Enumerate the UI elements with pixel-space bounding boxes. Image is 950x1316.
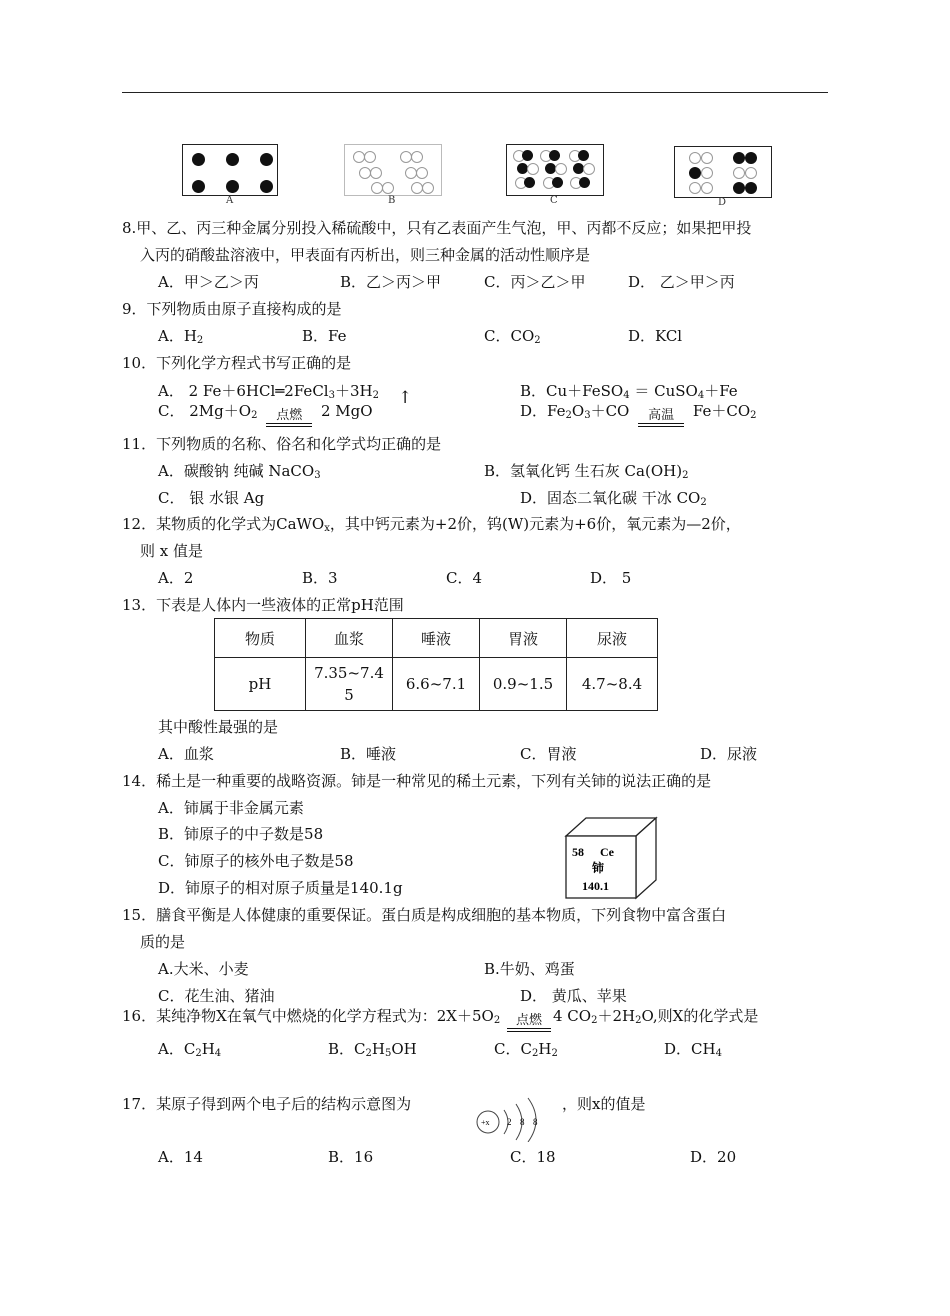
- q12-option-a: A．2: [158, 569, 194, 587]
- particle: [733, 167, 745, 179]
- q10-option-a: A． 2 $Fe+6HCl═2FeCl_3+3H_2$: [158, 382, 379, 401]
- q8-option-a: A．甲＞乙＞丙: [158, 273, 259, 291]
- particle: [226, 180, 239, 193]
- q9-option-a: A．$H_2$: [158, 327, 204, 346]
- particle: [411, 151, 423, 163]
- q11-stem: 11．下列物质的名称、俗名和化学式均正确的是: [122, 435, 442, 453]
- q10-option-c: C． $2Mg+O_2$ 点燃 2 MgO: [158, 400, 373, 427]
- q8-stem-line2: 入丙的硝酸盐溶液中，甲表面有丙析出，则三种金属的活动性顺序是: [140, 246, 591, 264]
- particle: [689, 152, 701, 164]
- q9-stem: 9．下列物质由原子直接构成的是: [122, 300, 342, 318]
- figure-label-b: B: [388, 195, 396, 206]
- q13-tail: 其中酸性最强的是: [158, 718, 279, 736]
- q17-option-a: A．14: [158, 1148, 203, 1166]
- q9-option-d: D．KCl: [628, 327, 683, 345]
- nucleus-charge: +x: [481, 1118, 490, 1127]
- reaction-condition: 点燃: [507, 1014, 551, 1032]
- particle: [192, 180, 205, 193]
- atomic-structure-diagram: [474, 1092, 564, 1142]
- particle-box-c: [506, 144, 604, 196]
- particle: [422, 182, 434, 194]
- particle: [549, 150, 560, 161]
- q15-option-c: C．花生油、猪油: [158, 987, 275, 1005]
- q11-option-a: A．碳酸钠 纯碱 NaCO$_3$: [158, 462, 321, 481]
- header-rule: [122, 92, 828, 93]
- q12-option-c: C．4: [446, 569, 483, 587]
- particle: [416, 167, 428, 179]
- reaction-condition: 高温: [638, 409, 684, 427]
- particle: [578, 150, 589, 161]
- q16-option-d: D．$CH_4$: [664, 1040, 722, 1059]
- particle: [555, 163, 567, 175]
- particle: [527, 163, 539, 175]
- particle: [260, 153, 273, 166]
- q17-stem-tail: ，则x的值是: [562, 1095, 646, 1113]
- q13-stem: 13．下表是人体内一些液体的正常pH范围: [122, 596, 404, 614]
- q11-option-b: B．氢氧化钙 生石灰 $Ca(OH)_2$: [484, 462, 689, 481]
- table-header-cell: 尿液: [567, 619, 658, 658]
- table-cell: 7.35~7.4 5: [306, 658, 393, 711]
- q15-option-d: D． 黄瓜、苹果: [520, 987, 627, 1005]
- particle: [701, 152, 713, 164]
- q12-option-b: B．3: [302, 569, 338, 587]
- reaction-condition: 点燃: [266, 409, 312, 427]
- q13-option-c: C．胃液: [520, 745, 577, 763]
- particle-box-d: [674, 146, 772, 198]
- q10-option-d: D．$Fe_2O_3+CO$ 高温 $Fe+CO_2$: [520, 400, 757, 427]
- q9-option-b: B．Fe: [302, 327, 347, 345]
- table-cell: 4.7~8.4: [567, 658, 658, 711]
- q13-option-b: B．唾液: [340, 745, 397, 763]
- particle: [260, 180, 273, 193]
- q13-option-a: A．血浆: [158, 745, 214, 763]
- q16-stem: 16．某纯净物X在氧气中燃烧的化学方程式为：$2X+5O_2$ 点燃 4 $CO_2+2H_2O$,则X的化学式是: [122, 1005, 758, 1032]
- q12-stem-line2: 则 x 值是: [140, 542, 203, 560]
- q8-option-d: D． 乙＞甲＞丙: [628, 273, 735, 291]
- cube-name: 铈: [592, 861, 605, 875]
- particle-box-a: [182, 144, 278, 196]
- shell-electrons: 8: [533, 1117, 538, 1127]
- particle: [522, 150, 533, 161]
- q14-stem: 14．稀土是一种重要的战略资源。铈是一种常见的稀土元素，下列有关铈的说法正确的是: [122, 772, 712, 790]
- particle: [745, 152, 757, 164]
- table-header-cell: 血浆: [306, 619, 393, 658]
- q11-option-c: C． 银 水银 Ag: [158, 489, 265, 507]
- q15-option-a: A.大米、小麦: [158, 960, 249, 978]
- q12-option-d: D． 5: [590, 569, 632, 587]
- q17-stem: 17．某原子得到两个电子后的结构示意图为: [122, 1095, 412, 1113]
- cube-atomic-number: 58: [572, 845, 584, 859]
- particle: [552, 177, 563, 188]
- q17-option-d: D．20: [690, 1148, 737, 1166]
- figure-label-a: A: [226, 195, 234, 206]
- shell-electrons: 2: [507, 1117, 512, 1127]
- q9-option-c: C．$CO_2$: [484, 327, 541, 346]
- q8-option-b: B．乙＞丙＞甲: [340, 273, 442, 291]
- q14-option-c: C．铈原子的核外电子数是58: [158, 852, 354, 870]
- particle: [524, 177, 535, 188]
- shell-electrons: 8: [520, 1117, 525, 1127]
- particle: [701, 167, 713, 179]
- q15-option-b: B.牛奶、鸡蛋: [484, 960, 575, 978]
- table-header-row: [215, 619, 658, 658]
- table-row: [215, 658, 658, 711]
- particle: [370, 167, 382, 179]
- particle: [689, 182, 701, 194]
- particle: [192, 153, 205, 166]
- particle: [226, 153, 239, 166]
- table-cell: pH: [215, 658, 306, 711]
- table-cell: 0.9~1.5: [480, 658, 567, 711]
- q8-stem-line1: 8.甲、乙、丙三种金属分别投入稀硫酸中，只有乙表面产生气泡，甲、丙都不反应；如果把甲投: [122, 219, 752, 237]
- particle: [579, 177, 590, 188]
- particle: [745, 167, 757, 179]
- figure-label-d: D: [718, 197, 727, 208]
- figure-label-c: C: [550, 195, 558, 206]
- particle: [745, 182, 757, 194]
- particle: [733, 182, 745, 194]
- q17-option-c: C．18: [510, 1148, 556, 1166]
- table-header-cell: 唾液: [393, 619, 480, 658]
- q17-option-b: B．16: [328, 1148, 374, 1166]
- q14-option-a: A．铈属于非金属元素: [158, 799, 304, 817]
- q14-option-d: D．铈原子的相对原子质量是140.1g: [158, 879, 403, 897]
- q15-stem-line2: 质的是: [140, 933, 186, 951]
- q16-option-c: C．$C_2H_2$: [494, 1040, 558, 1059]
- particle: [733, 152, 745, 164]
- particle: [701, 182, 713, 194]
- particle: [382, 182, 394, 194]
- q11-option-d: D．固态二氧化碳 干冰 $CO_2$: [520, 489, 707, 508]
- cube-mass: 140.1: [582, 879, 609, 893]
- q14-option-b: B．铈原子的中子数是58: [158, 825, 324, 843]
- q10-option-b: B．Cu＋FeSO$_4$ ＝ CuSO$_4$＋Fe: [520, 382, 738, 401]
- ph-table: [214, 618, 658, 711]
- q10-stem: 10．下列化学方程式书写正确的是: [122, 354, 352, 372]
- q12-stem-line1: 12．某物质的化学式为CaWO$_x$，其中钙元素为+2价，钨(W)元素为+6价，氧元素为—2价，: [122, 515, 741, 534]
- cube-symbol: Ce: [600, 845, 614, 859]
- table-header-cell: 物质: [215, 619, 306, 658]
- particle: [689, 167, 701, 179]
- table-header-cell: 胃液: [480, 619, 567, 658]
- particle: [583, 163, 595, 175]
- q13-option-d: D．尿液: [700, 745, 758, 763]
- table-cell: 6.6~7.1: [393, 658, 480, 711]
- q8-option-c: C．丙＞乙＞甲: [484, 273, 586, 291]
- element-cube-figure: [562, 816, 658, 900]
- q15-stem-line1: 15．膳食平衡是人体健康的重要保证。蛋白质是构成细胞的基本物质，下列食物中富含蛋白: [122, 906, 727, 924]
- particle-box-b: [344, 144, 442, 196]
- q16-option-a: A．$C_2H_4$: [158, 1040, 222, 1059]
- particle: [364, 151, 376, 163]
- gas-arrow-icon: ↑: [398, 388, 413, 408]
- q16-option-b: B．$C_2H_5OH$: [328, 1040, 417, 1059]
